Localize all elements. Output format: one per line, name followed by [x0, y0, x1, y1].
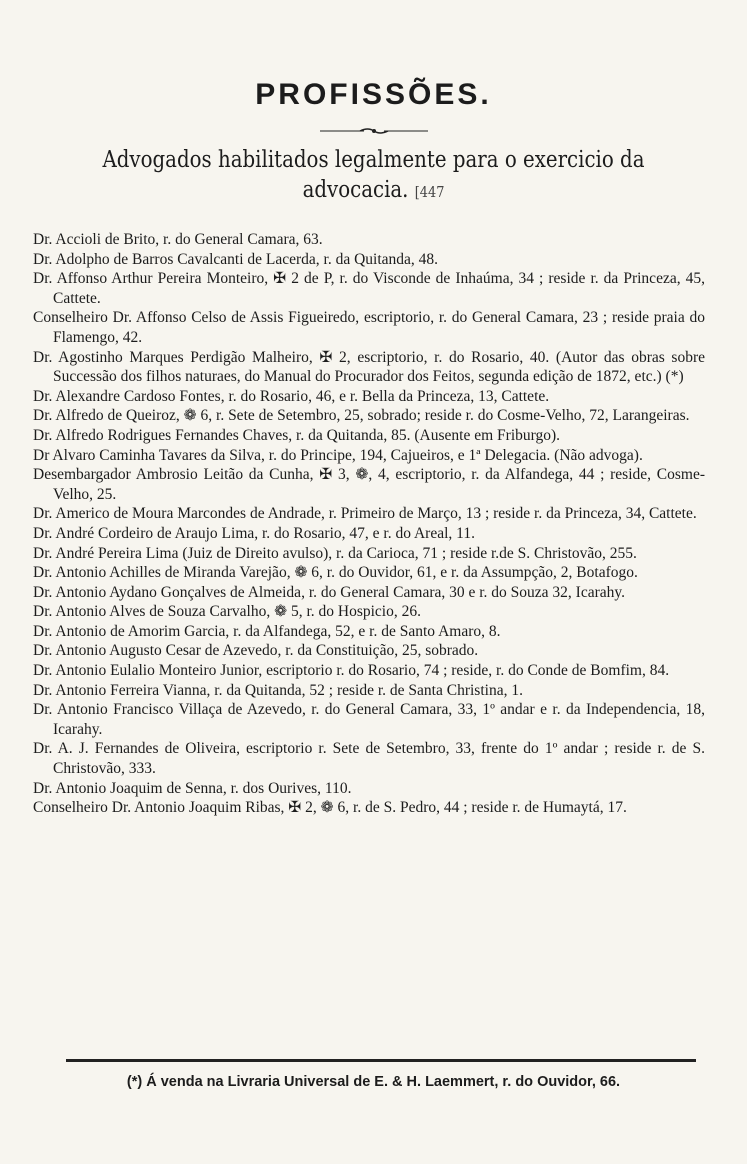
- list-item: Dr. Antonio Aydano Gonçalves de Almeida, r. do General Camara, 30 e r. do Souza 32, Icarahy.: [33, 583, 626, 601]
- footnote: (*) Á venda na Livraria Universal de E. & H. Laemmert, r. do Ouvidor, 66.: [126, 1074, 621, 1090]
- subtitle-line-2-text: advocacia.: [302, 177, 409, 203]
- entry-count: [447: [414, 183, 445, 201]
- list-item: Dr. Accioli de Brito, r. do General Camara, 63.: [33, 231, 323, 248]
- lawyer-list: [33, 230, 705, 818]
- list-item: Conselheiro Dr. Antonio Joaquim Ribas, ✠ 2, ❁ 6, r. de S. Pedro, 44 ; reside r. de Humaytá, 17.: [33, 799, 627, 817]
- list-item: Dr. Americo de Moura Marcondes de Andrade, r. Primeiro de Março, 13 ; reside r. da Princeza, 34, Cattete.: [33, 505, 697, 523]
- list-item: Dr. Agostinho Marques Perdigão Malheiro, ✠ 2, escriptorio, r. do Rosario, 40. (Autor das obras sobre Successão dos filhos naturaes, do Manual do Procurador dos Feitos, segunda edição de 1872, etc.) (*): [33, 348, 705, 386]
- list-item: Dr. Alexandre Cardoso Fontes, r. do Rosario, 46, e r. Bella da Princeza, 13, Cattete.: [33, 387, 550, 405]
- footnote-rule: [66, 1059, 696, 1062]
- list-item: Dr. André Pereira Lima (Juiz de Direito avulso), r. da Carioca, 71 ; reside r.de S. Christovão, 255.: [33, 544, 637, 562]
- divider-ornament: [320, 127, 428, 135]
- section-subtitle: [52, 145, 694, 207]
- subtitle-line-2: [52, 175, 694, 207]
- list-item: Dr. Antonio Eulalio Monteiro Junior, escriptorio r. do Rosario, 74 ; reside, r. do Conde de Bomfim, 84.: [33, 662, 670, 680]
- list-item: Desembargador Ambrosio Leitão da Cunha, ✠ 3, ❁, 4, escriptorio, r. da Alfandega, 44 ; reside, Cosme-Velho, 25.: [33, 466, 705, 503]
- list-item: Dr. Adolpho de Barros Cavalcanti de Lacerda, r. da Quitanda, 48.: [33, 250, 439, 268]
- list-item: Dr. Antonio Alves de Souza Carvalho, ❁ 5, r. do Hospicio, 26.: [33, 603, 421, 621]
- list-item: Dr. A. J. Fernandes de Oliveira, escriptorio r. Sete de Setembro, 33, frente do 1º andar ; reside r. de S. Christovão, 333.: [33, 740, 705, 778]
- list-item: Dr. Antonio Joaquim de Senna, r. dos Ourives, 110.: [33, 779, 352, 797]
- list-item: Dr. Alfredo de Queiroz, ❁ 6, r. Sete de Setembro, 25, sobrado; reside r. do Cosme-Velho, 72, Larangeiras.: [33, 407, 690, 425]
- list-item: Dr. Antonio Francisco Villaça de Azevedo, r. do General Camara, 33, 1º andar e r. da Independencia, 18, Icarahy.: [33, 701, 705, 738]
- list-item: Dr. Antonio Ferreira Vianna, r. da Quitanda, 52 ; reside r. de Santa Christina, 1.: [33, 681, 523, 699]
- list-item: Conselheiro Dr. Affonso Celso de Assis Figueiredo, escriptorio, r. do General Camara, 23 ; reside praia do Flamengo, 42.: [33, 309, 705, 346]
- subtitle-line-1: Advogados habilitados legalmente para o exercicio da: [102, 147, 645, 173]
- list-item: Dr. Antonio de Amorim Garcia, r. da Alfandega, 52, e r. de Santo Amaro, 8.: [33, 622, 501, 640]
- list-item: Dr. André Cordeiro de Araujo Lima, r. do Rosario, 47, e r. do Areal, 11.: [33, 524, 475, 542]
- list-item: Dr. Antonio Achilles de Miranda Varejão, ❁ 6, r. do Ouvidor, 61, e r. da Assumpção, 2, Botafogo.: [33, 564, 638, 582]
- page-title: PROFISSÕES.: [255, 78, 492, 111]
- list-item: Dr. Affonso Arthur Pereira Monteiro, ✠ 2 de P, r. do Visconde de Inhaúma, 34 ; reside r. da Princeza, 45, Cattete.: [33, 270, 705, 307]
- list-item: Dr Alvaro Caminha Tavares da Silva, r. do Principe, 194, Cajueiros, e 1ª Delegacia. (Não advoga).: [33, 446, 643, 464]
- list-item: Dr. Antonio Augusto Cesar de Azevedo, r. da Constituição, 25, sobrado.: [33, 642, 479, 660]
- list-item: Dr. Alfredo Rodrigues Fernandes Chaves, r. da Quitanda, 85. (Ausente em Friburgo).: [33, 426, 561, 444]
